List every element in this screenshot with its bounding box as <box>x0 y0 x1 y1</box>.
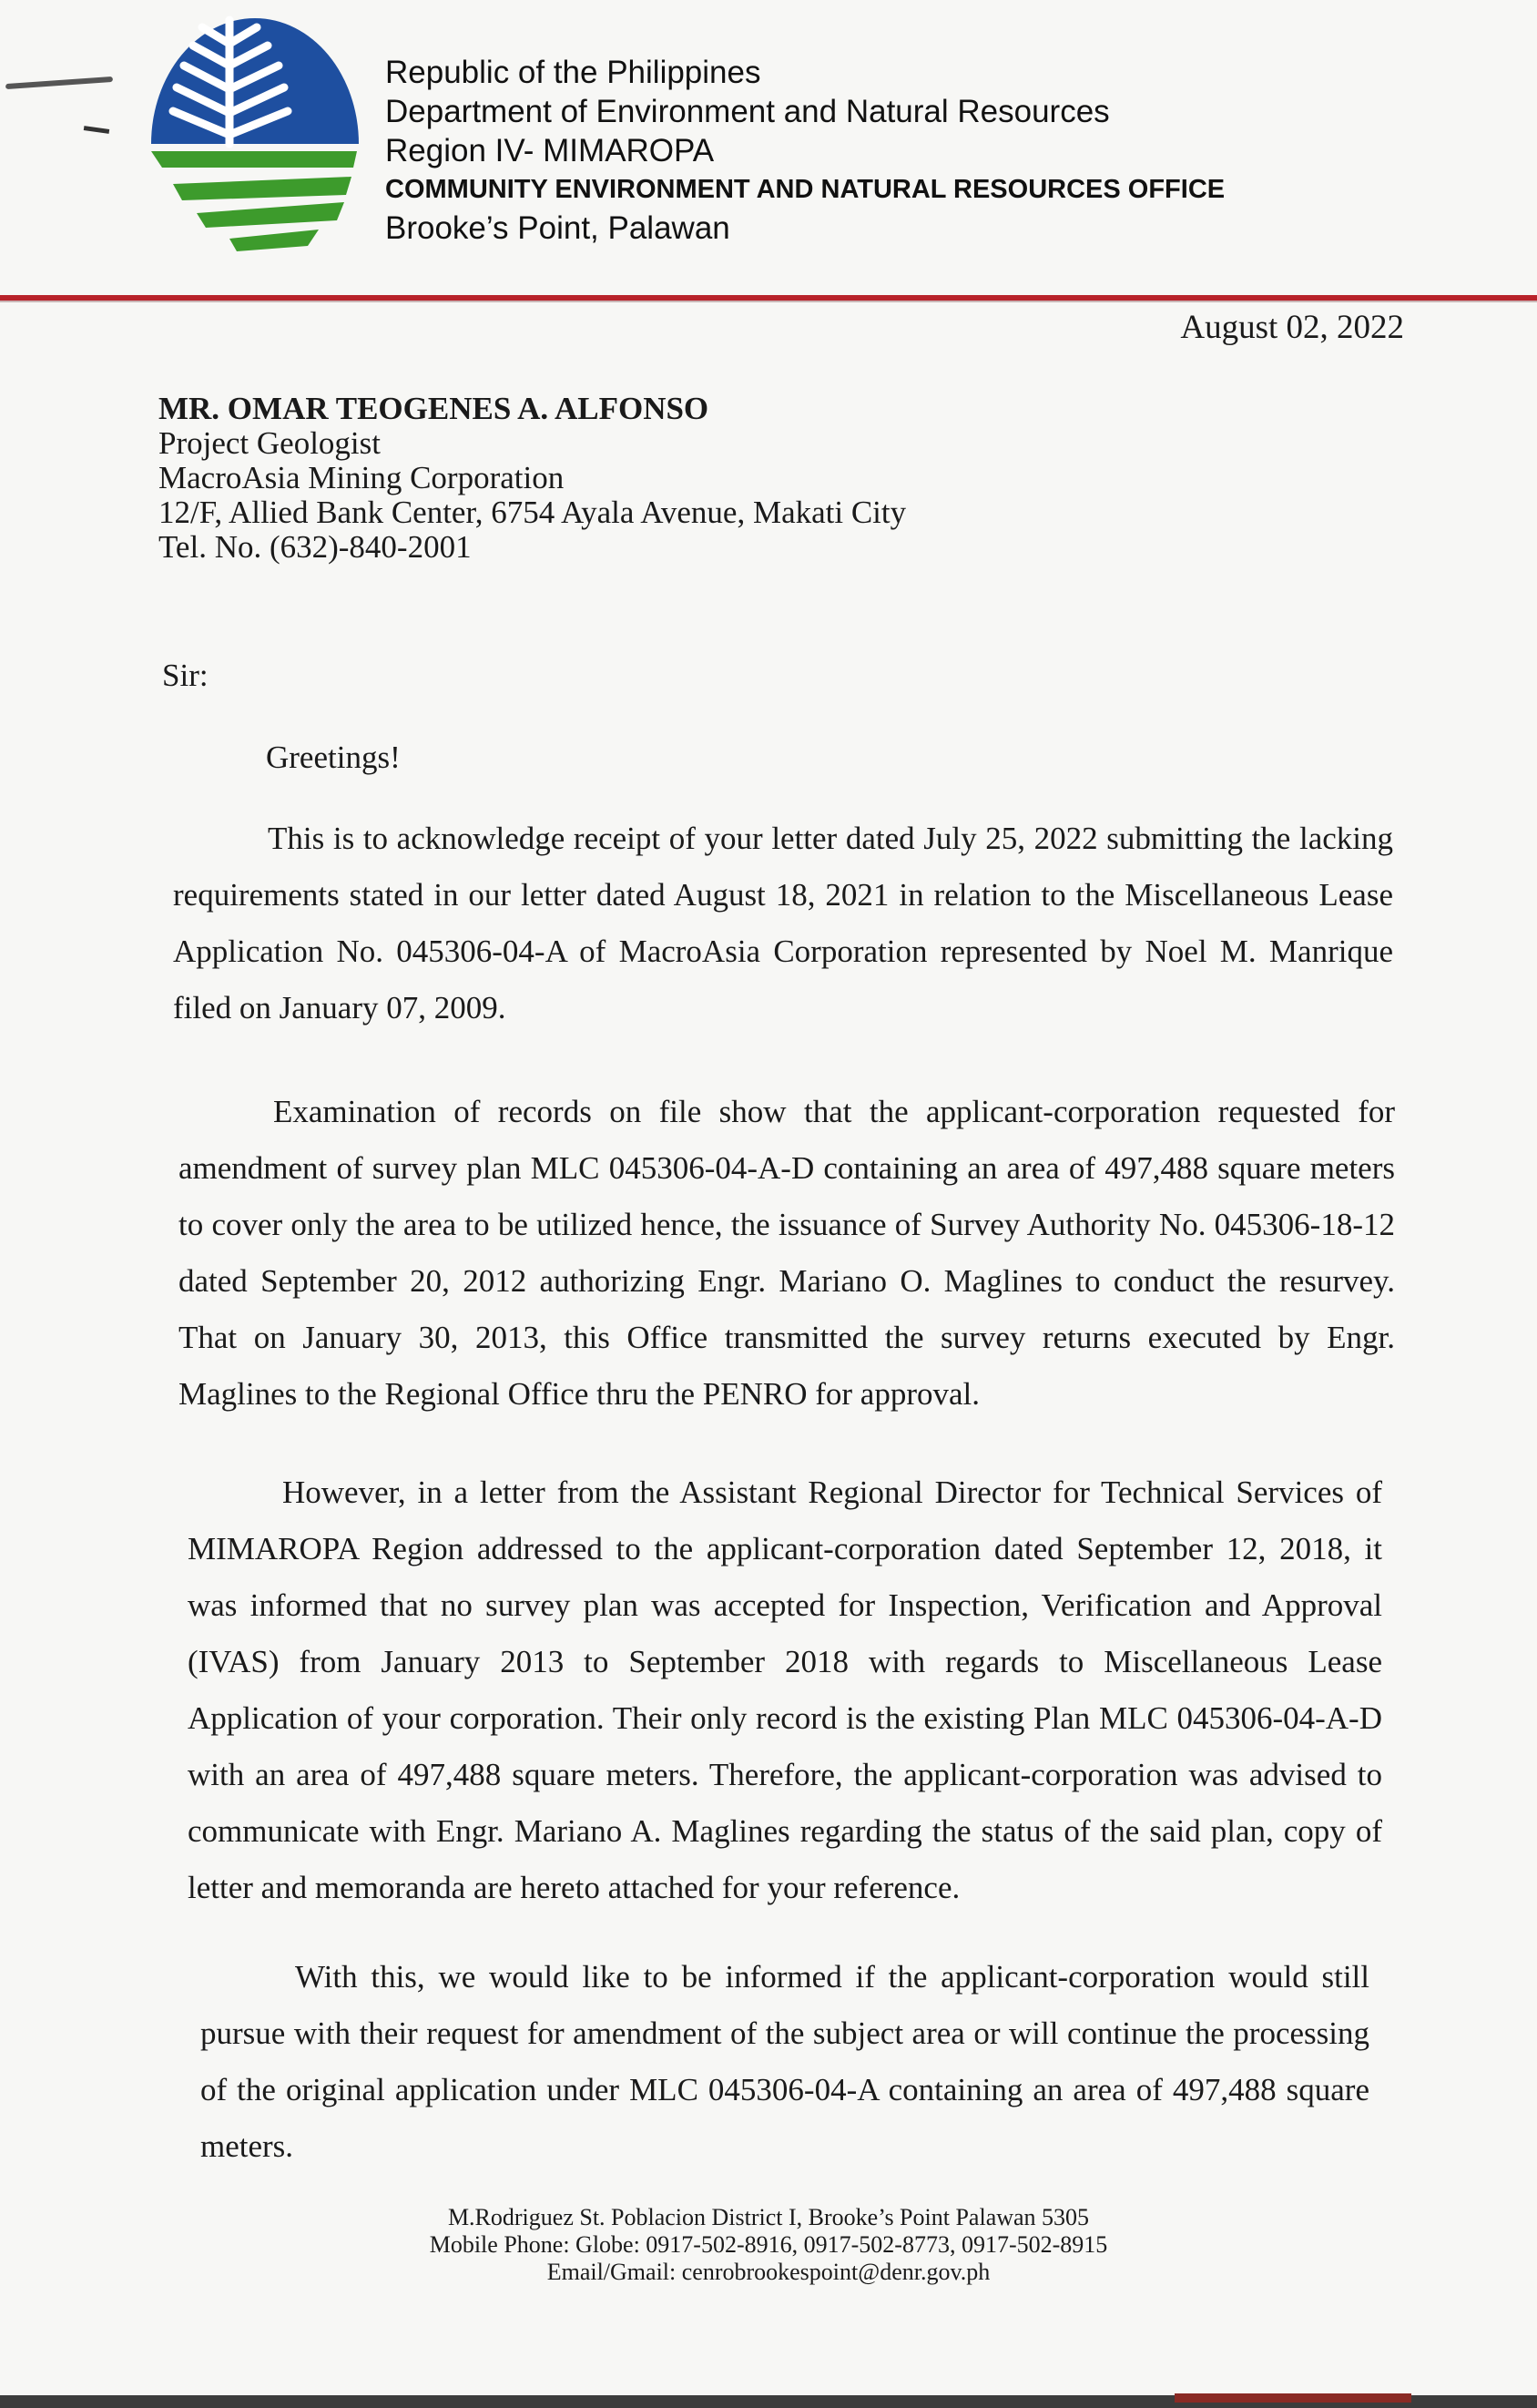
letter-date: August 02, 2022 <box>1180 309 1404 346</box>
letterhead-region: Region IV- MIMAROPA <box>385 133 715 168</box>
letterhead-department: Department of Environment and Natural Resources <box>385 94 1110 129</box>
addressee-title: Project Geologist <box>158 425 381 461</box>
letterhead-office: COMMUNITY ENVIRONMENT AND NATURAL RESOURCES OFFICE <box>385 175 1226 204</box>
bottom-page-edge-red <box>1175 2393 1411 2403</box>
addressee-address: 12/F, Allied Bank Center, 6754 Ayala Avenue, Makati City <box>158 495 907 530</box>
salutation: Sir: <box>162 658 209 693</box>
addressee-name: MR. OMAR TEOGENES A. ALFONSO <box>158 391 709 426</box>
letterhead <box>385 53 1225 248</box>
footer-mobile: Mobile Phone: Globe: 0917-502-8916, 0917-502-8773, 0917-502-8915 <box>429 2231 1108 2258</box>
letterhead-country: Republic of the Philippines <box>385 55 761 90</box>
scan-artifact <box>84 126 109 134</box>
footer-email: Email/Gmail: cenrobrookespoint@denr.gov.ph <box>546 2259 991 2285</box>
addressee-company: MacroAsia Mining Corporation <box>158 460 565 495</box>
denr-logo <box>146 7 364 264</box>
scan-artifact <box>5 77 113 89</box>
letterhead-location: Brooke’s Point, Palawan <box>385 210 730 246</box>
body-paragraph-3: However, in a letter from the Assistant Regional Director for Technical Services of MIMAROPA Region addressed to the applicant-corporation dated September 12, 2018, it was informed that no survey plan was accepted for Inspection, Verification and Approval (IVAS) from January 2013 to September 2018 with regards to Miscellaneous Lease Application of your corporation. Their only record is the existing Plan MLC 045306-04-A-D with an area of 497,488 square meters. Therefore, the applicant-corporation was advised to communicate with Engr. Mariano A. Maglines regarding the status of the said plan, copy of letter and memoranda are hereto attached for your reference. <box>188 1474 1382 1905</box>
body-paragraph-1: This is to acknowledge receipt of your letter dated July 25, 2022 submitting the lacking requirements stated in our letter dated August 18, 2021 in relation to the Miscellaneous Lease Application No. 045306-04-A of MacroAsia Corporation represented by Noel M. Manrique filed on January 07, 2009. <box>173 821 1393 1025</box>
addressee-block <box>158 392 906 565</box>
greeting: Greetings! <box>266 740 401 775</box>
footer-contact <box>313 2204 1224 2286</box>
footer-address: M.Rodriguez St. Poblacion District I, Brooke’s Point Palawan 5305 <box>447 2204 1090 2230</box>
addressee-tel: Tel. No. (632)-840-2001 <box>158 529 472 565</box>
body-paragraph-4: With this, we would like to be informed if the applicant-corporation would still pursue with their request for amendment of the subject area or will continue the processing of the original application under MLC 045306-04-A containing an area of 497,488 square meters. <box>200 1959 1369 2164</box>
body-paragraph-2: Examination of records on file show that the applicant-corporation requested for amendment of survey plan MLC 045306-04-A-D containing an area of 497,488 square meters to cover only the area to be utilized hence, the issuance of Survey Authority No. 045306-18-12 dated September 20, 2012 authorizing Engr. Mariano O. Maglines to conduct the resurvey. That on January 30, 2013, this Office transmitted the survey returns executed by Engr. Maglines to the Regional Office thru the PENRO for approval. <box>178 1094 1395 1412</box>
header-divider-shadow <box>0 301 1537 302</box>
